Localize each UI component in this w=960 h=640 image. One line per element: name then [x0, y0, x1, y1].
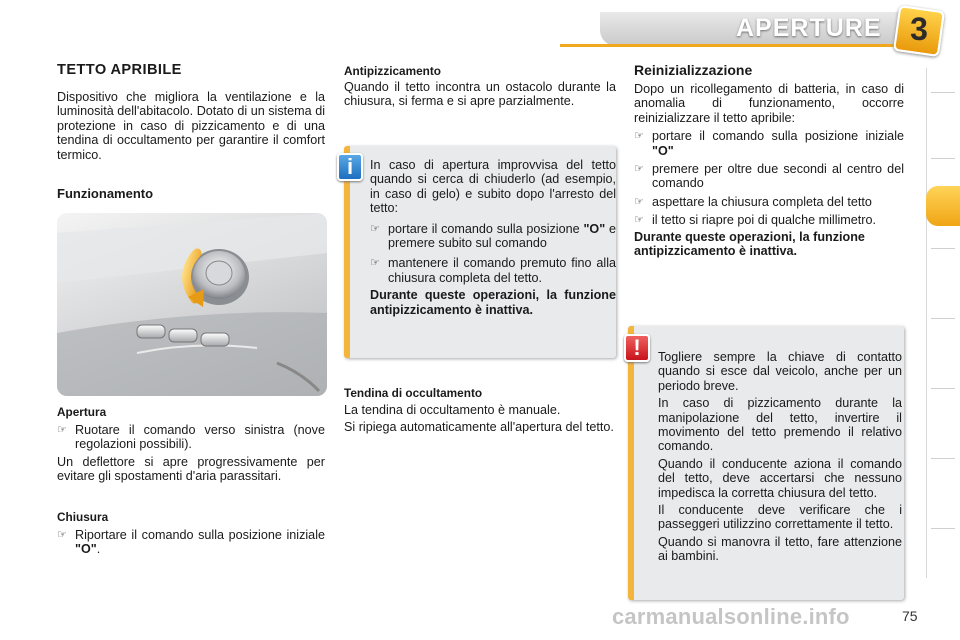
warning-text-3: Quando il conducente aziona il comando del tetto, deve accertarsi che nessuno impedisca la corretta chiusura del tetto. — [658, 456, 902, 500]
chiusura-bullet: ☞ Riportare il comando sulla posizione iniziale "O". — [57, 528, 325, 557]
warning-box — [628, 326, 904, 600]
reinit-text: Dopo un ricollegamento di batteria, in caso di anomalia di funzionamento, occorre reinizializzare il tetto apribile: — [634, 82, 904, 125]
pointing-hand-icon: ☞ — [634, 214, 644, 227]
info-content — [370, 158, 616, 320]
reinit-section — [634, 82, 904, 261]
chiusura-section — [57, 528, 325, 557]
pointing-hand-icon: ☞ — [634, 195, 644, 208]
roof-control-drawing — [57, 213, 327, 396]
reinit-bold-note: Durante queste operazioni, la funzione antipizzicamento è inattiva. — [634, 229, 865, 259]
watermark: carmanualsonline.info — [612, 604, 850, 629]
apertura-text: Un deflettore si apre progressivamente per evitare gli spostamenti d'aria parassitari. — [57, 454, 325, 484]
section-title: APERTURE — [736, 14, 882, 42]
heading-tendina: Tendina di occultamento — [344, 386, 483, 400]
roof-control-illustration — [57, 213, 327, 396]
info-box — [344, 146, 616, 358]
apertura-section — [57, 423, 325, 487]
page-header — [0, 0, 960, 58]
reinit-bullet-2: ☞ premere per oltre due secondi al centro del comando — [634, 162, 904, 191]
heading-reinizializzazione: Reinizializzazione — [634, 62, 753, 78]
info-icon: i — [337, 153, 363, 181]
warning-text-4: Il conducente deve verificare che i passeggeri utilizzino correttamente il tetto. — [658, 503, 902, 532]
antipizzicamento-text: Quando il tetto incontra un ostacolo durante la chiusura, si ferma e si apre parzialmente. — [344, 80, 616, 109]
reinit-bullet-1: ☞ portare il comando sulla posizione iniziale "O" — [634, 129, 904, 158]
info-bold-note: Durante queste operazioni, la funzione antipizzicamento è inattiva. — [370, 288, 616, 317]
warning-text-2: In caso di pizzicamento durante la manipolazione del tetto, invertire il movimento del tetto premendo il relativo comando. — [658, 396, 902, 454]
reinit-bullet-3: ☞ aspettare la chiusura completa del tetto — [634, 194, 872, 209]
tendina-text-2: Si ripiega automaticamente all'apertura del tetto. — [344, 420, 614, 435]
heading-chiusura: Chiusura — [57, 510, 109, 524]
pointing-hand-icon: ☞ — [370, 257, 380, 270]
pointing-hand-icon: ☞ — [57, 529, 67, 541]
warning-icon: ! — [624, 334, 650, 362]
tendina-text-1: La tendina di occultamento è manuale. — [344, 403, 561, 417]
heading-funzionamento: Funzionamento — [57, 186, 154, 201]
header-line — [560, 44, 920, 47]
side-tabs — [926, 68, 960, 578]
info-bullet-2: ☞ mantenere il comando premuto fino alla chiusura completa del tetto. — [370, 256, 616, 285]
warning-text-5: Quando si manovra il tetto, fare attenzione ai bambini. — [658, 534, 902, 564]
reinit-bullet-4: ☞ il tetto si riapre poi di qualche millimetro. — [634, 213, 876, 228]
pointing-hand-icon: ☞ — [370, 222, 380, 235]
info-bullet-1: ☞ portare il comando sulla posizione "O" e premere subito sul comando — [370, 221, 616, 251]
pointing-hand-icon: ☞ — [634, 163, 644, 176]
title-tetto-apribile: TETTO APRIBILE — [57, 62, 182, 78]
heading-antipizzicamento: Antipizzicamento — [344, 64, 442, 78]
chapter-number: 3 — [910, 11, 928, 47]
chapter-tab-active[interactable] — [926, 186, 960, 226]
info-text: In caso di apertura improvvisa del tetto quando si cerca di chiuderlo (ad esempio, in caso di gelo) e subito dopo l'arresto del tetto: — [370, 158, 616, 216]
intro-text: Dispositivo che migliora la ventilazione e la luminosità dell'abitacolo. Dotato di un sistema di protezione in caso di pizzicamento e di una tendina di occultamento per garantire il comfort termico. — [57, 90, 325, 162]
warning-content — [658, 350, 902, 567]
page-number: 75 — [902, 608, 918, 624]
tendina-section — [344, 403, 616, 438]
apertura-bullet: ☞ Ruotare il comando verso sinistra (nove regolazioni possibili). — [57, 423, 325, 452]
heading-apertura: Apertura — [57, 405, 107, 419]
warning-text-1: Togliere sempre la chiave di contatto quando si esce dal veicolo, anche per un periodo breve. — [658, 350, 902, 393]
pointing-hand-icon: ☞ — [634, 130, 644, 143]
pointing-hand-icon: ☞ — [57, 424, 67, 436]
